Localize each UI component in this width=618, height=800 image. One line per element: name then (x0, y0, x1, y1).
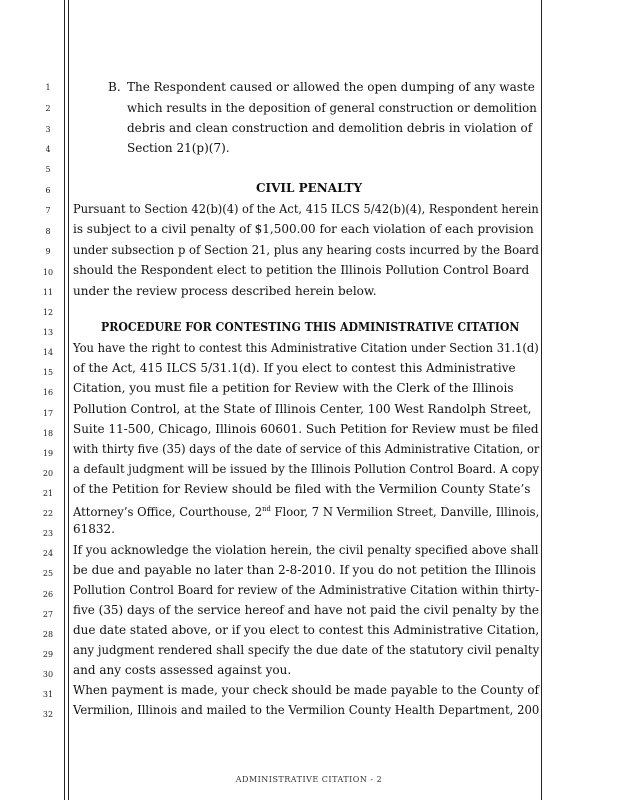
procedure-address-line (73, 502, 539, 519)
procedure-line: of the Petition for Review should be filed with the Vermilion County State’s (73, 482, 531, 496)
line-number: 25 (42, 569, 54, 578)
civil-penalty-line: under the review process described herein below. (73, 284, 377, 298)
line-number: 8 (45, 227, 51, 236)
line-number: 16 (42, 388, 54, 397)
item-b-line: which results in the deposition of general construction or demolition (127, 101, 537, 115)
line-number: 14 (42, 348, 54, 357)
line-number: 1 (45, 83, 51, 92)
address-pre: Attorney’s Office, Courthouse, 2 (73, 505, 263, 519)
line-number: 23 (42, 529, 54, 538)
line-number: 26 (42, 590, 54, 599)
item-b-line: Section 21(p)(7). (127, 141, 230, 155)
civil-penalty-heading: CIVIL PENALTY (255, 181, 363, 195)
item-b-label: B. (108, 80, 121, 94)
line-number: 29 (42, 650, 54, 659)
line-number: 27 (42, 610, 54, 619)
line-number: 11 (42, 288, 54, 297)
line-number: 4 (45, 145, 51, 154)
procedure-line: any judgment rendered shall specify the due date of the statutory civil penalty (73, 643, 540, 657)
item-b-line: The Respondent caused or allowed the open dumping of any waste (127, 80, 535, 94)
line-number: 19 (42, 449, 54, 458)
procedure-line: of the Act, 415 ILCS 5/31.1(d). If you elect to contest this Administrative (73, 361, 516, 375)
procedure-line: Pollution Control Board for review of the Administrative Citation within thirty- (73, 583, 540, 597)
procedure-line: If you acknowledge the violation herein, the civil penalty specified above shall (73, 543, 539, 557)
procedure-heading: PROCEDURE FOR CONTESTING THIS ADMINISTRATIVE CITATION (101, 320, 520, 334)
procedure-line: Pollution Control, at the State of Illinois Center, 100 West Randolph Street, (73, 402, 532, 416)
civil-penalty-line: should the Respondent elect to petition the Illinois Pollution Control Board (73, 263, 530, 277)
civil-penalty-line: under subsection p of Section 21, plus any hearing costs incurred by the Board (73, 243, 539, 257)
procedure-line: due date stated above, or if you elect to contest this Administrative Citation, (73, 623, 540, 637)
line-number: 31 (42, 690, 54, 699)
procedure-line: Suite 11-500, Chicago, Illinois 60601. Such Petition for Review must be filed (73, 422, 539, 436)
line-number: 32 (42, 710, 54, 719)
line-number: 17 (42, 409, 54, 418)
line-number: 30 (42, 670, 54, 679)
procedure-line: and any costs assessed against you. (73, 663, 292, 677)
line-number: 10 (42, 268, 54, 277)
line-number: 5 (45, 165, 51, 174)
address-post: Floor, 7 N Vermilion Street, Danville, Illinois, (270, 505, 540, 519)
procedure-line: with thirty five (35) days of the date of service of this Administrative Citation, or (73, 442, 540, 456)
line-number: 15 (42, 368, 54, 377)
civil-penalty-line: is subject to a civil penalty of $1,500.00 for each violation of each provision (73, 222, 534, 236)
line-number: 2 (45, 104, 51, 113)
left-margin-rule-outer (64, 0, 65, 800)
line-number: 9 (45, 247, 51, 256)
item-b-line: debris and clean construction and demolition debris in violation of (127, 121, 533, 135)
line-number: 20 (42, 469, 54, 478)
procedure-line: Vermilion, Illinois and mailed to the Vermilion County Health Department, 200 (73, 703, 540, 717)
procedure-line: five (35) days of the service hereof and have not paid the civil penalty by the (73, 603, 539, 617)
procedure-line: a default judgment will be issued by the Illinois Pollution Control Board. A copy (73, 462, 539, 476)
line-number: 7 (45, 206, 51, 215)
procedure-line: You have the right to contest this Administrative Citation under Section 31.1(d) (73, 341, 539, 355)
line-number: 21 (42, 489, 54, 498)
line-number: 6 (45, 186, 51, 195)
line-number: 12 (42, 308, 54, 317)
line-number: 18 (42, 429, 54, 438)
line-number: 28 (42, 630, 54, 639)
line-number: 3 (45, 125, 51, 134)
page-footer: ADMINISTRATIVE CITATION - 2 (235, 775, 383, 784)
civil-penalty-line: Pursuant to Section 42(b)(4) of the Act, 415 ILCS 5/42(b)(4), Respondent herein (73, 202, 539, 216)
right-margin-rule (541, 0, 542, 800)
line-number: 22 (42, 509, 54, 518)
left-margin-rule-inner (68, 0, 69, 800)
procedure-line: When payment is made, your check should be made payable to the County of (73, 683, 539, 697)
line-number: 24 (42, 549, 54, 558)
line-number: 13 (42, 328, 54, 337)
procedure-line: Citation, you must file a petition for Review with the Clerk of the Illinois (73, 381, 514, 395)
procedure-line: be due and payable no later than 2-8-2010. If you do not petition the Illinois (73, 563, 536, 577)
procedure-zip: 61832. (73, 522, 115, 536)
address-ordinal: nd (262, 505, 271, 513)
